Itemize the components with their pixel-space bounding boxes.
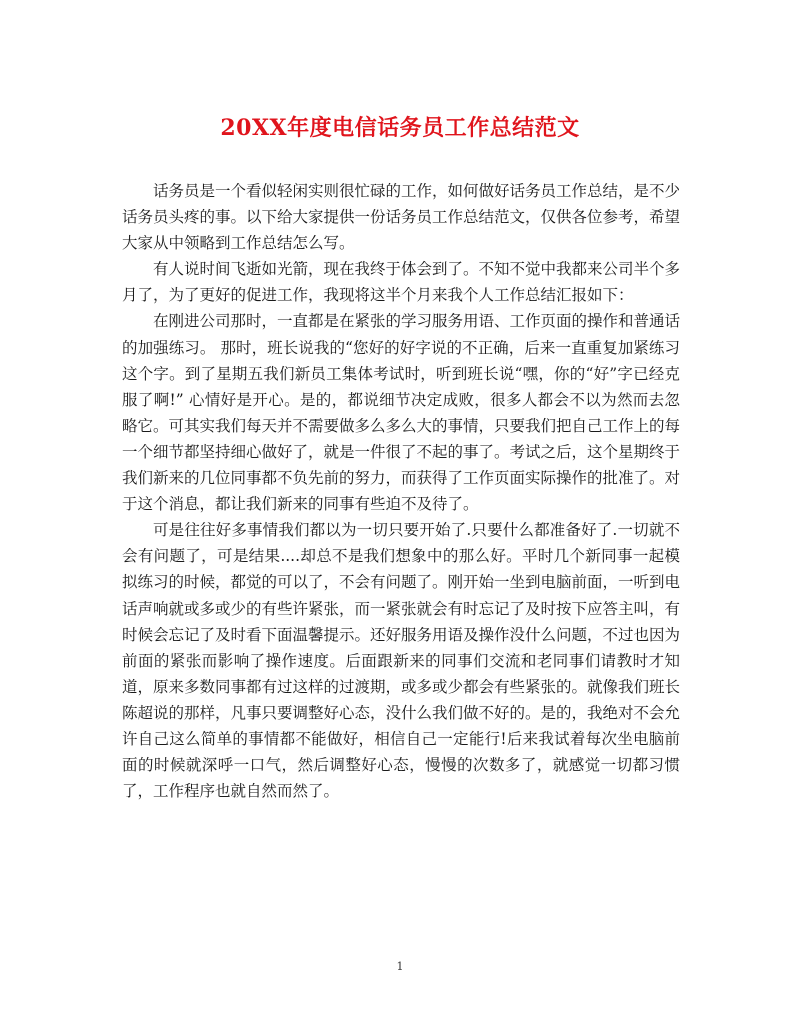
paragraph-adjustment: 可是往往好多事情我们都以为一切只要开始了.只要什么都准备好了.一切就不会有问题了，可是结果....却总不是我们想象中的那么好。平时几个新同事一起模拟练习的时候，都觉的可以了，不会有问题了。刚开始一坐到电脑前面，一听到电话声响就或多或少的有些许紧张，而一紧张就会有时忘记了及时按下应答主叫，有时候会忘记了及时看下面温馨提示。还好服务用语及操作没什么问题，不过也因为前面的紧张而影响了操作速度。后面跟新来的同事们交流和老同事们请教时才知道，原来多数同事都有过这样的过渡期，或多或少都会有些紧张的。就像我们班长陈超说的那样，凡事只要调整好心态，没什么我们做不好的。是的，我绝对不会允许自己这么简单的事情都不能做好，相信自己一定能行!后来我试着每次坐电脑前面的时候就深呼一口气，然后调整好心态，慢慢的次数多了，就感觉一切都习惯了，工作程序也就自然而然了。	[122, 521, 681, 801]
paragraph-training: 在刚进公司那时，一直都是在紧张的学习服务用语、工作页面的操作和普通话的加强练习。 那时，班长说我的“您好的好字说的不正确，后来一直重复加紧练习这个字。到了星期五我们新员工集体考试时，听到班长说“嘿，你的“好”字已经克服了啊!” 心情好是开心。是的，都说细节决定成败，很多人都会不以为然而去忽略它。可其实我们每天并不需要做多么多么大的事情，只要我们把自己工作上的每一个细节都坚持细心做好了，就是一件很了不起的事了。考试之后，这个星期终于我们新来的几位同事都不负先前的努力，而获得了工作页面实际操作的批准了。对于这个消息，都让我们新来的同事有些迫不及待了。	[122, 312, 681, 514]
paragraph-time-flies: 有人说时间飞逝如光箭，现在我终于体会到了。不知不觉中我都来公司半个多月了，为了更好的促进工作，我现将这半个月来我个人工作总结汇报如下：	[122, 260, 681, 305]
document-title: 20XX年度电信话务员工作总结范文	[220, 115, 580, 141]
paragraph-intro: 话务员是一个看似轻闲实则很忙碌的工作，如何做好话务员工作总结，是不少话务员头疼的事。以下给大家提供一份话务员工作总结范文，仅供各位参考，希望大家从中领略到工作总结怎么写。	[122, 182, 681, 253]
document-body	[122, 178, 680, 804]
page-number: 1	[396, 960, 404, 973]
